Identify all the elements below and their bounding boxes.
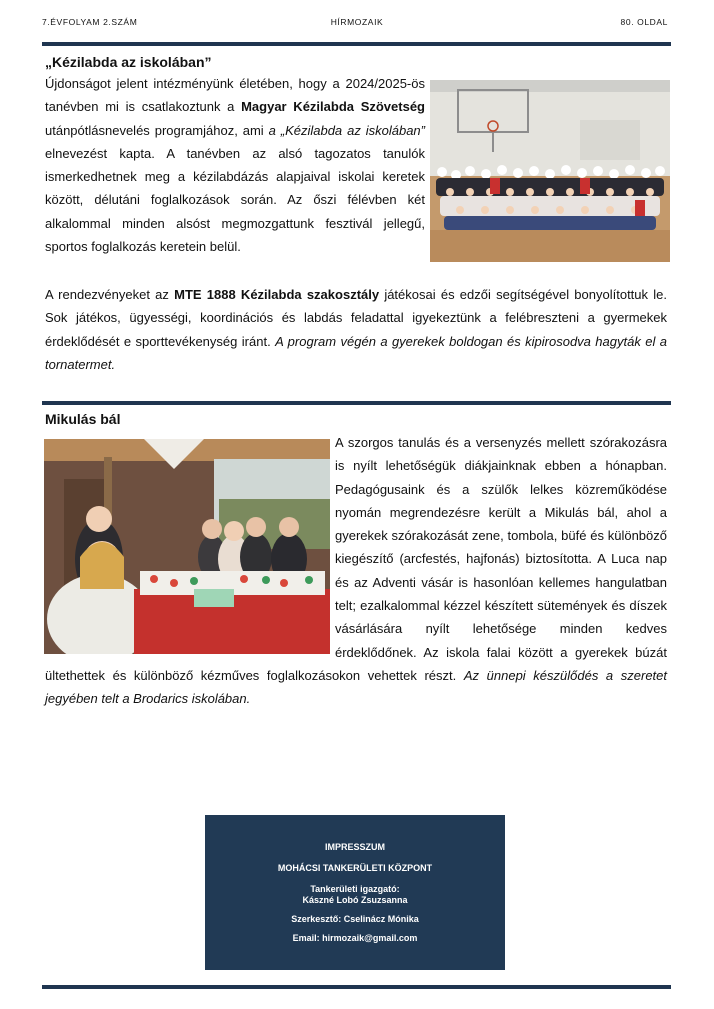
- impressum-director-label: Tankerületi igazgató:: [310, 884, 400, 894]
- santa-ball-paragraph: [45, 431, 667, 711]
- section-divider: [42, 401, 671, 405]
- header-rule: [42, 42, 671, 46]
- impressum-title: IMPRESSZUM: [324, 842, 385, 852]
- handball-paragraph-1: [45, 72, 425, 258]
- text-span: játékosai és edzői segítségével bonyolítottuk le. Sok játékos, ügyességi, koordinációs és labdás feladattal igyekeztünk a felébreszteni a gyermekek érdeklődését e sporttevékenység iránt.: [45, 287, 667, 349]
- issue-label: 7.ÉVFOLYAM 2.SZÁM: [42, 17, 138, 27]
- footer-rule: [42, 985, 671, 989]
- publication-name: HÍRMOZAIK: [330, 17, 384, 27]
- impressum-email: Email: hirmozaik@gmail.com: [292, 933, 418, 943]
- text-span-italic: Az ünnepi készülődés a szeretet jegyében telt a Brodarics iskolában.: [45, 667, 667, 707]
- text-span: A rendezvényeket az: [45, 287, 175, 302]
- text-span-bold: Magyar Kézilabda Szövetség: [241, 99, 425, 115]
- text-span: Újdonságot jelent intézményünk életében, hogy a 2024/2025-ös tanévben mi is csatlakoztunk a: [45, 76, 425, 115]
- text-span-italic: A program végén a gyerekek boldogan és kipirosodva hagyták el a tornatermet.: [45, 333, 667, 372]
- text-span: A szorgos tanulás és a versenyzés mellett szórakozásra is nyílt lehetőségük diákjainknak ebben a hónapban. Pedagógusaink és a szülők lelkes közreműködése nyomán megrendezésre került a Mikulás bál, ahol a gyerekek szórakozását zene, tombola, büfé és különböző kiegészítő (arcfestés, hajfonás) biztosította. A Luca nap és az Adventi vásár is hasonlóan kellemes hangulatban telt; ezalkalommal kézzel készített sütemények és díszek vásárlására nyílt lehetősége minden kedves érdeklődőnek. Az iskola falai között a gyerekek búzát ültethettek és különböző kézműves foglalkozásokon vehettek részt.: [45, 435, 667, 683]
- article-title-santa-ball: Mikulás bál: [45, 411, 121, 427]
- impressum-director-name: Kászné Lobó Zsuzsanna: [302, 895, 408, 905]
- page-number: 80. OLDAL: [620, 17, 668, 27]
- handball-paragraph-2: [45, 283, 667, 376]
- impressum-editor: Szerkesztő: Cselinácz Mónika: [291, 914, 419, 924]
- handball-photo: [430, 80, 670, 262]
- impressum-organization: MOHÁCSI TANKERÜLETI KÖZPONT: [277, 863, 433, 873]
- text-span-italic: a „Kézilabda az iskolában”: [268, 122, 425, 138]
- text-span: utánpótlásnevelés programjához, ami: [45, 122, 269, 138]
- text-span: elnevezést kapta. A tanévben az alsó tagozatos tanulók ismerkedhetnek meg a kézilabdázás alapjaival iskolai keretek között, délutáni foglalkozások során. Az őszi félévben két alkalommal minden alsóst megmozgattunk fesztivál jellegű, sportos foglalkozás keretein belül.: [45, 145, 425, 255]
- photo-float-spacer: [45, 431, 331, 647]
- text-span-bold: MTE 1888 Kézilabda szakosztály: [174, 287, 380, 302]
- impressum-box: [205, 815, 505, 970]
- article-title-handball: „Kézilabda az iskolában”: [45, 54, 212, 70]
